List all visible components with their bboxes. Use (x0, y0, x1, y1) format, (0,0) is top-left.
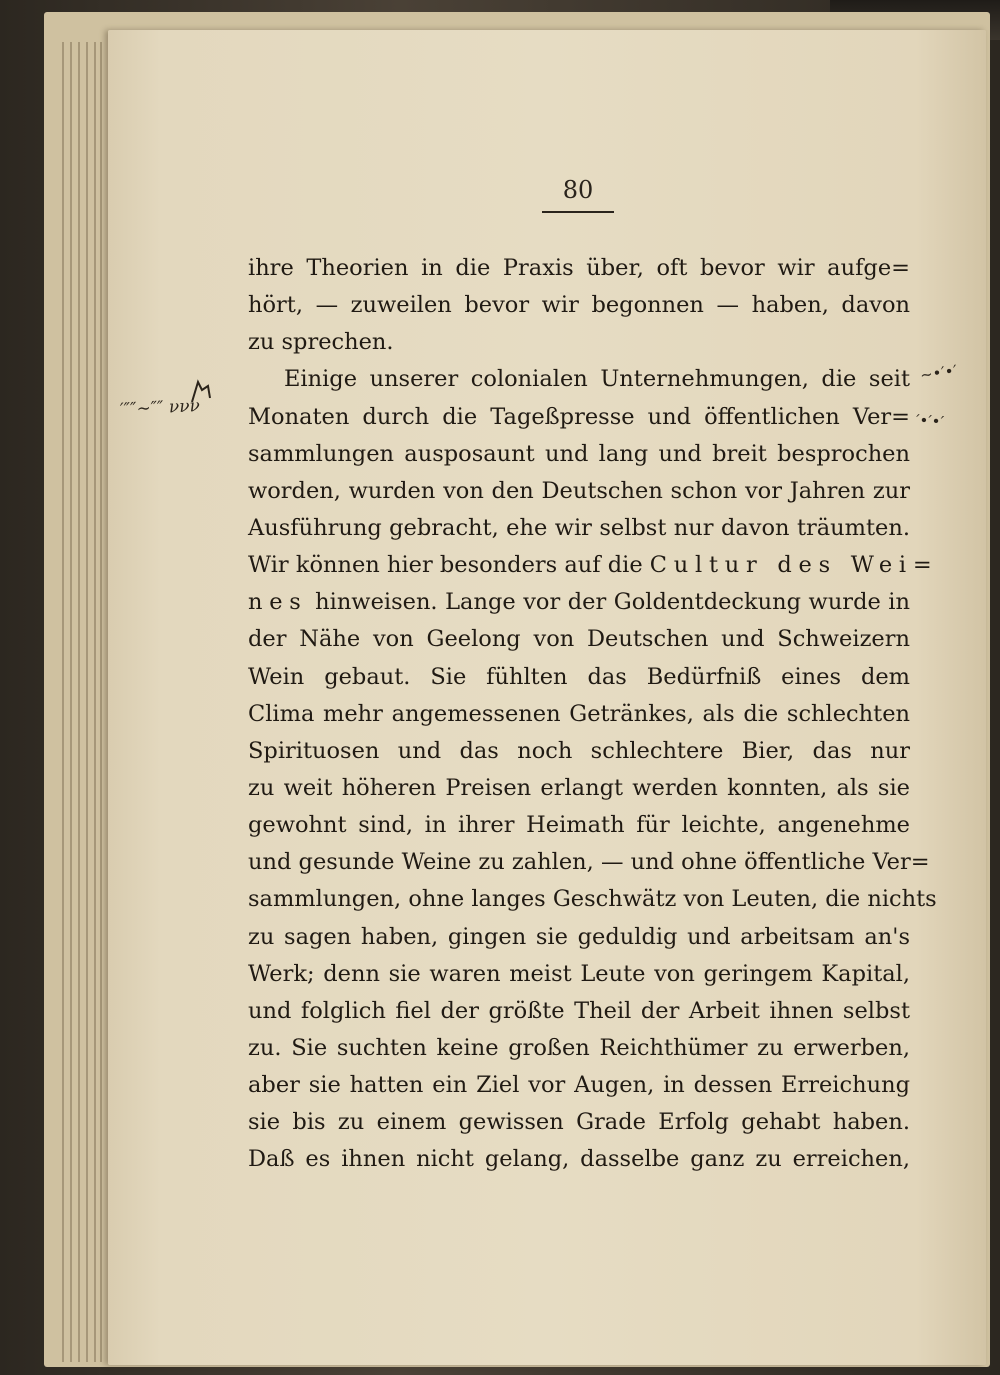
text-line: zu sprechen. (248, 329, 394, 356)
body-text (248, 250, 939, 1179)
text-line: Spirituosen und das noch schlechtere Bier, das nur (248, 737, 910, 764)
page-edge (86, 42, 88, 1362)
text-line: ihre Theorien in die Praxis über, oft bevor wir aufge= (248, 255, 910, 281)
page-edge (78, 42, 80, 1362)
spaced-emphasis: nes (248, 589, 308, 616)
text-line: der Nähe von Geelong von Deutschen und Schweizern (248, 626, 910, 653)
text-line: sie bis zu einem gewissen Grade Erfolg gehabt haben. (248, 1109, 910, 1136)
text-fragment: Wir können hier besonders auf die (248, 552, 650, 579)
page-edge (100, 42, 102, 1362)
margin-annotation-right-bottom: ′•′•′ (915, 411, 945, 431)
text-line: Werk; denn sie waren meist Leute von geringem Kapital, (248, 960, 910, 987)
margin-annotation-right-top: ∼•′•′ (918, 361, 959, 385)
text-line: sammlungen, ohne langes Geschwätz von Leuten, die nichts (248, 886, 937, 913)
text-line: Ausführung gebracht, ehe wir selbst nur davon träumten. (248, 514, 910, 541)
text-line: hört, — zuweilen bevor wir begonnen — haben, davon (248, 292, 910, 319)
page-edge (62, 42, 64, 1362)
text-line: Wein gebaut. Sie fühlten das Bedürfniß eines dem (248, 663, 910, 690)
text-fragment: hinweisen. Lange vor der Goldentdeckung wurde in (307, 589, 910, 616)
margin-annotation-left: ′″″∼″″ ννν (119, 395, 201, 421)
text-line: worden, wurden von den Deutschen schon vor Jahren zur (248, 477, 910, 504)
text-line: Clima mehr angemessenen Getränkes, als die schlechten (248, 700, 910, 727)
text-line: zu sagen haben, gingen sie geduldig und arbeitsam an's (248, 923, 910, 950)
text-line: Daß es ihnen nicht gelang, dasselbe ganz zu erreichen, (248, 1146, 910, 1173)
page-edge (70, 42, 72, 1362)
text-line: aber sie hatten ein Ziel vor Augen, in dessen Erreichung (248, 1072, 910, 1099)
text-line: sammlungen ausposaunt und lang und breit besprochen (248, 440, 910, 467)
text-line: zu. Sie suchten keine großen Reichthümer zu erwerben, (248, 1034, 910, 1061)
page-edge (94, 42, 96, 1362)
page-number: 80 (562, 176, 594, 204)
text-line: und folglich fiel der größte Theil der Arbeit ihnen selbst (248, 997, 910, 1024)
text-line: Einige unserer colonialen Unternehmungen, die seit (284, 366, 910, 393)
text-line: gewohnt sind, in ihrer Heimath für leichte, angenehme (248, 812, 910, 839)
spaced-emphasis: Cultur des Wei= (649, 552, 939, 579)
text-line: zu weit höheren Preisen erlangt werden konnten, als sie (248, 774, 910, 801)
text-line (248, 584, 910, 621)
text-line: und gesunde Weine zu zahlen, — und ohne öffentliche Ver= (248, 849, 930, 876)
text-line (248, 547, 939, 584)
page-number-rule (542, 211, 614, 213)
text-line: Monaten durch die Tageßpresse und öffentlichen Ver= (248, 403, 910, 430)
